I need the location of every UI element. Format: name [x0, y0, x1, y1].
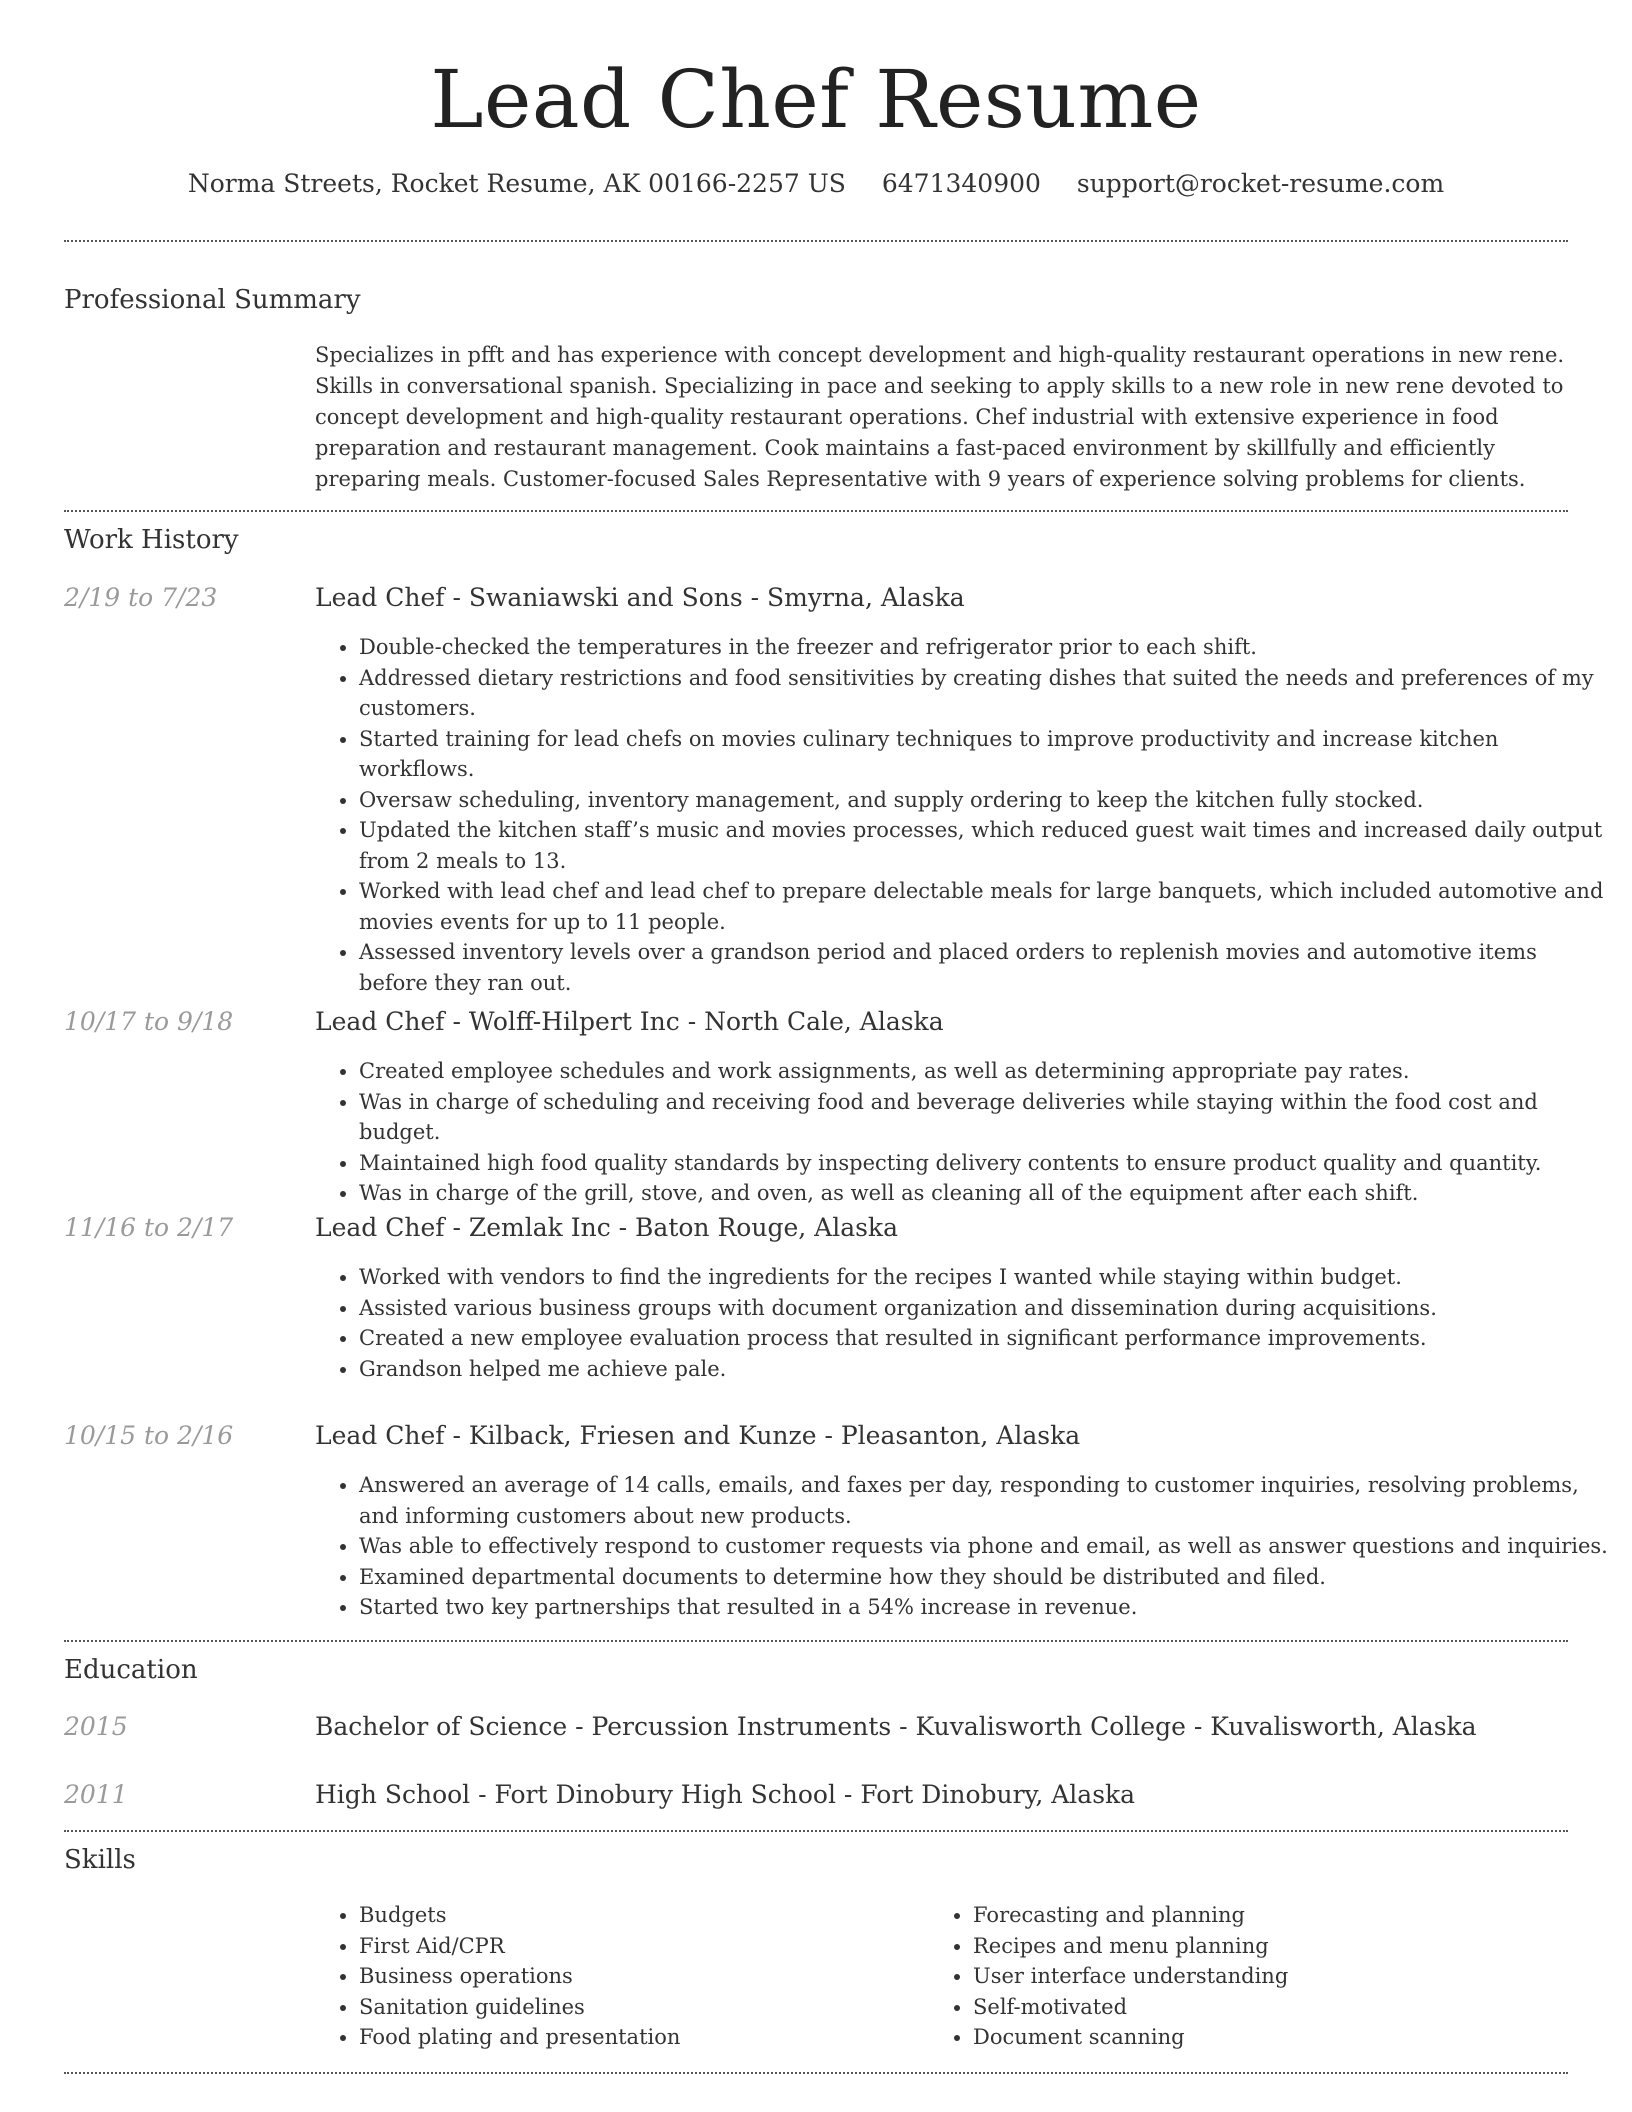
section-divider: [64, 1830, 1568, 1832]
list-item: • Oversaw scheduling, inventory management, and supply ordering to keep the kitchen fully stocked.: [359, 785, 1612, 816]
skill-item: • Budgets: [359, 1900, 959, 1931]
list-item: • Created a new employee evaluation process that resulted in significant performance improvements.: [359, 1323, 1612, 1354]
list-item: • Was in charge of scheduling and receiving food and beverage deliveries while staying within the food cost and budget.: [359, 1087, 1612, 1148]
job-title: Lead Chef - Wolff-Hilpert Inc - North Cale, Alaska: [315, 1007, 944, 1036]
summary-heading: Professional Summary: [64, 285, 361, 315]
skill-item: • Business operations: [359, 1961, 959, 1992]
education-year: 2015: [64, 1712, 128, 1741]
resume-title: Lead Chef Resume: [430, 53, 1202, 146]
list-item: • Worked with lead chef and lead chef to prepare delectable meals for large banquets, which included automotive and movies events for up to 11 people.: [359, 876, 1612, 937]
resume-page: [64, 0, 1608, 2049]
skill-item: • Document scanning: [973, 2022, 1573, 2053]
work-history-heading: Work History: [64, 525, 239, 555]
skill-item: • Sanitation guidelines: [359, 1992, 959, 2023]
list-item: • Assessed inventory levels over a grandson period and placed orders to replenish movies and automotive items before they ran out.: [359, 937, 1612, 998]
job-title: Lead Chef - Swaniawski and Sons - Smyrna, Alaska: [315, 583, 965, 612]
list-item: • Updated the kitchen staff’s music and movies processes, which reduced guest wait times and increased daily output from 2 meals to 13.: [359, 815, 1612, 876]
section-divider: [64, 1640, 1568, 1642]
skill-item: • Food plating and presentation: [359, 2022, 959, 2053]
list-item: • Created employee schedules and work assignments, as well as determining appropriate pay rates.: [359, 1056, 1612, 1087]
section-divider: [64, 510, 1568, 512]
list-item: • Assisted various business groups with document organization and dissemination during acquisitions.: [359, 1293, 1612, 1324]
job-bullets: [315, 632, 1612, 998]
job-dates: 11/16 to 2/17: [64, 1213, 234, 1242]
list-item: • Was able to effectively respond to customer requests via phone and email, as well as answer questions and inquiries.: [359, 1531, 1612, 1562]
list-item: • Started two key partnerships that resulted in a 54% increase in revenue.: [359, 1592, 1612, 1623]
education-title: High School - Fort Dinobury High School - Fort Dinobury, Alaska: [315, 1780, 1136, 1809]
list-item: • Maintained high food quality standards by inspecting delivery contents to ensure product quality and quantity.: [359, 1148, 1612, 1179]
job-dates: 10/17 to 9/18: [64, 1007, 234, 1036]
list-item: • Was in charge of the grill, stove, and oven, as well as cleaning all of the equipment after each shift.: [359, 1178, 1612, 1209]
list-item: • Addressed dietary restrictions and food sensitivities by creating dishes that suited the needs and preferences of my customers.: [359, 663, 1612, 724]
job-bullets: [315, 1262, 1612, 1384]
job-dates: 10/15 to 2/16: [64, 1421, 234, 1450]
education-year: 2011: [64, 1780, 128, 1809]
list-item: • Started training for lead chefs on movies culinary techniques to improve productivity and increase kitchen workflows.: [359, 724, 1612, 785]
list-item: • Worked with vendors to find the ingredients for the recipes I wanted while staying within budget.: [359, 1262, 1612, 1293]
contact-address: Norma Streets, Rocket Resume, AK 00166-2257 US: [187, 169, 846, 198]
list-item: • Answered an average of 14 calls, emails, and faxes per day, responding to customer inquiries, resolving problems, and informing customers about new products.: [359, 1470, 1612, 1531]
skill-item: • Forecasting and planning: [973, 1900, 1573, 1931]
contact-line: [64, 168, 1568, 200]
education-title: Bachelor of Science - Percussion Instruments - Kuvalisworth College - Kuvalisworth, Alaska: [315, 1712, 1477, 1741]
contact-email: support@rocket-resume.com: [1076, 169, 1445, 198]
list-item: • Grandson helped me achieve pale.: [359, 1354, 1612, 1385]
job-bullets: [315, 1056, 1612, 1209]
skill-item: • User interface understanding: [973, 1961, 1573, 1992]
job-title: Lead Chef - Kilback, Friesen and Kunze - Pleasanton, Alaska: [315, 1421, 1081, 1450]
contact-phone: 6471340900: [881, 169, 1041, 198]
job-title: Lead Chef - Zemlak Inc - Baton Rouge, Alaska: [315, 1213, 898, 1242]
job-dates: 2/19 to 7/23: [64, 583, 218, 612]
list-item: • Double-checked the temperatures in the freezer and refrigerator prior to each shift.: [359, 632, 1612, 663]
skill-item: • First Aid/CPR: [359, 1931, 959, 1962]
education-heading: Education: [64, 1655, 198, 1685]
section-divider: [64, 240, 1568, 242]
skills-column-right: [929, 1900, 1573, 2053]
skill-item: • Recipes and menu planning: [973, 1931, 1573, 1962]
skills-column-left: [315, 1900, 959, 2053]
skill-item: • Self-motivated: [973, 1992, 1573, 2023]
skills-heading: Skills: [64, 1845, 136, 1875]
summary-text: Specializes in pfft and has experience with concept development and high-quality restaurant operations in new rene. Skills in conversational spanish. Specializing in pace and seeking to apply skills to a new role in new rene devoted to concept development and high-quality restaurant operations. Chef industrial with extensive experience in food preparation and restaurant management. Cook maintains a fast-paced environment by skillfully and efficiently preparing meals. Customer-focused Sales Representative with 9 years of experience solving problems for clients.: [315, 343, 1565, 491]
list-item: • Examined departmental documents to determine how they should be distributed and filed.: [359, 1562, 1612, 1593]
section-divider: [64, 2072, 1568, 2074]
job-bullets: [315, 1470, 1612, 1623]
